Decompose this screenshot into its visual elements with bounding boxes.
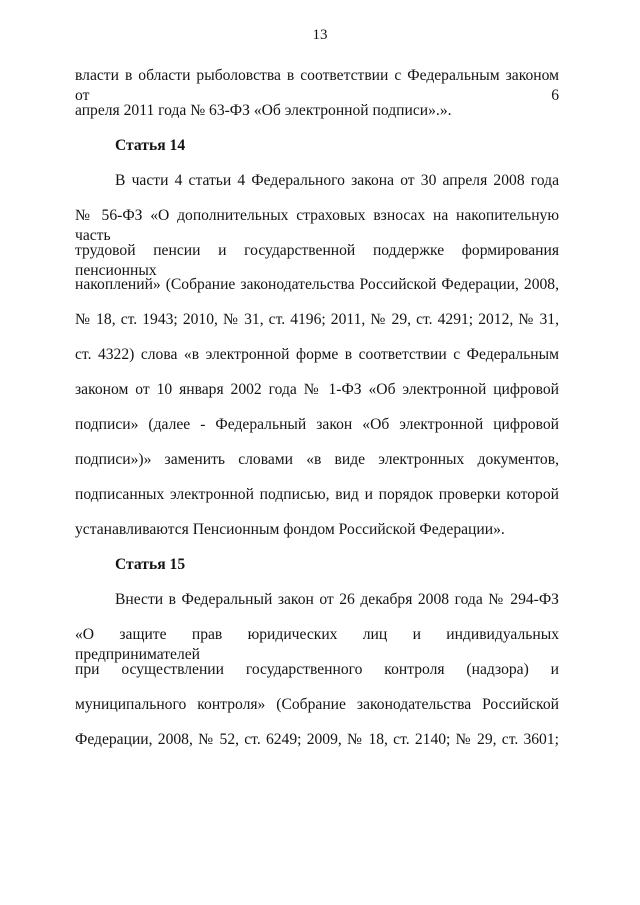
article-14-line-1: В части 4 статьи 4 Федерального закона от 30 апреля 2008 года bbox=[115, 172, 559, 189]
article-15-line-1: Внести в Федеральный закон от 26 декабря 2008 года № 294-ФЗ bbox=[115, 591, 559, 608]
article-14-heading: Статья 14 bbox=[115, 137, 186, 154]
article-14-line-3: трудовой пенсии и государственной поддержке формирования пенсионных bbox=[75, 242, 559, 279]
article-15-line-3: при осуществлении государственного контроля (надзора) и bbox=[75, 661, 559, 678]
intro-line-2: апреля 2011 года № 63-ФЗ «Об электронной подписи».». bbox=[75, 102, 452, 119]
article-15-heading: Статья 15 bbox=[115, 556, 186, 573]
article-14-line-7: законом от 10 января 2002 года № 1-ФЗ «Об электронной цифровой bbox=[75, 381, 559, 398]
article-14-line-8: подписи» (далее - Федеральный закон «Об электронной цифровой bbox=[75, 416, 559, 433]
article-14-line-2: № 56-ФЗ «О дополнительных страховых взносах на накопительную часть bbox=[75, 207, 559, 244]
article-15-line-4: муниципального контроля» (Собрание законодательства Российской bbox=[75, 696, 559, 713]
article-14-line-6: ст. 4322) слова «в электронной форме в соответствии с Федеральным bbox=[75, 346, 559, 363]
page-number: 13 bbox=[312, 27, 328, 43]
article-14-line-5: № 18, ст. 1943; 2010, № 31, ст. 4196; 2011, № 29, ст. 4291; 2012, № 31, bbox=[75, 311, 559, 328]
intro-line-1: власти в области рыболовства в соответствии с Федеральным законом от 6 bbox=[75, 67, 559, 104]
article-14-line-9: подписи»)» заменить словами «в виде электронных документов, bbox=[75, 451, 559, 468]
article-14-line-10: подписанных электронной подписью, вид и порядок проверки которой bbox=[75, 486, 559, 503]
article-14-line-4: накоплений» (Собрание законодательства Российской Федерации, 2008, bbox=[75, 276, 559, 293]
article-15-line-2: «О защите прав юридических лиц и индивидуальных предпринимателей bbox=[75, 626, 559, 663]
article-15-line-5: Федерации, 2008, № 52, ст. 6249; 2009, № 18, ст. 2140; № 29, ст. 3601; bbox=[75, 731, 559, 748]
article-14-line-11: устанавливаются Пенсионным фондом Российской Федерации». bbox=[75, 521, 505, 538]
